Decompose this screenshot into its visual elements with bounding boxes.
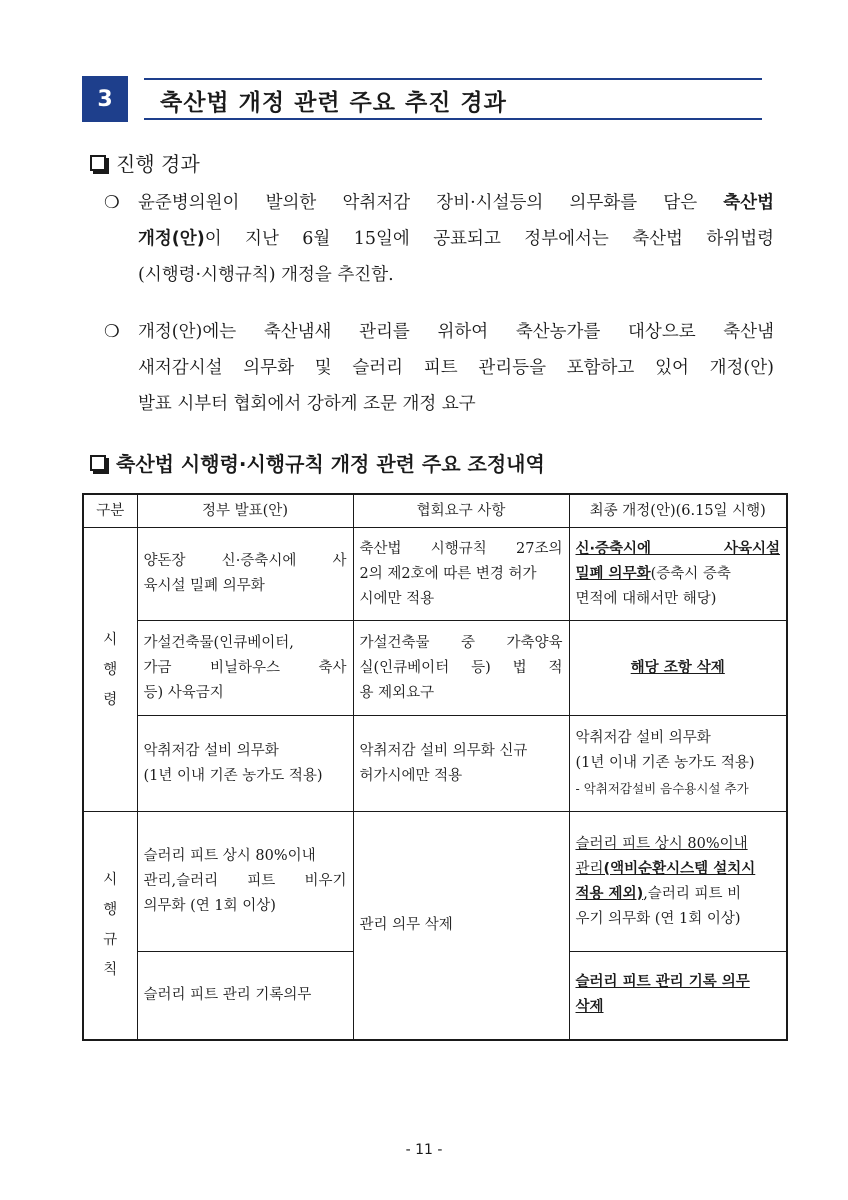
- header-association: 협회요구 사항: [353, 494, 569, 528]
- table-row: [83, 528, 787, 621]
- cell-line: (1년 이내 기존 농가도 적용): [575, 755, 755, 771]
- group1-char: 시: [103, 631, 118, 648]
- cell-req: [353, 716, 569, 812]
- cell-line: 2의 제2호에 따른 변경 허가: [359, 565, 537, 582]
- cell-final: [569, 716, 787, 812]
- cell-line: 양돈장 신·증축시에 사: [143, 553, 347, 569]
- table-row: [83, 621, 787, 716]
- bullet2-line1: 개정(안)에는 축산냄새 관리를 위하여 축산농가를 대상으로 축산냄: [138, 322, 774, 342]
- header-government: 정부 발표(안): [137, 494, 353, 528]
- cell-line-rest: ,슬러리 피트 비: [643, 885, 742, 902]
- cell-line: 가설건축물(인큐베이터,: [143, 634, 294, 651]
- cell-line: 악취저감 설비 의무화 신규: [359, 742, 528, 759]
- cell-final: [569, 621, 787, 716]
- checkbox-square-icon: [90, 155, 106, 171]
- section-header: [82, 76, 762, 122]
- group-label-enforcement-decree: [83, 528, 137, 812]
- cell-line: 삭제: [575, 999, 604, 1016]
- bullet2-line2: 새저감시설 의무화 및 슬러리 피트 관리등을 포함하고 있어 개정(안): [138, 358, 774, 378]
- cell-line: 슬러리 피트 관리 기록의무: [143, 986, 312, 1003]
- cell-line: - 악취저감설비 음수용시설 추가: [575, 781, 749, 796]
- group2-char: 시: [103, 872, 118, 889]
- bullet2-line3: 발표 시부터 협회에서 강하게 조문 개정 요구: [138, 394, 476, 414]
- bullet1-line2-bold: 개정(안): [138, 229, 205, 249]
- bullet-item-2: [104, 314, 774, 422]
- cell-line: 면적에 대해서만 해당): [575, 590, 717, 607]
- cell-line: 용 제외요구: [359, 684, 435, 701]
- bullet1-line2-text: 이 지난 6월 15일에 공표되고 정부에서는 축산법 하위법령: [204, 229, 774, 249]
- header-category: 구분: [83, 494, 137, 528]
- cell-line: 슬러리 피트 상시 80%이내: [575, 835, 748, 852]
- page-number: - 11 -: [405, 1142, 443, 1158]
- cell-line: 등) 사육금지: [143, 684, 224, 701]
- cell-line: 허가시에만 적용: [359, 767, 463, 784]
- cell-line: 악취저감 설비 의무화: [143, 742, 279, 759]
- circle-bullet-icon: ❍: [104, 193, 120, 213]
- section-number-badge: 3: [82, 76, 128, 122]
- cell-line: 슬러리 피트 관리 기록 의무: [575, 974, 750, 991]
- cell-line: 시에만 적용: [359, 590, 435, 607]
- table-header-row: [83, 494, 787, 528]
- cell-line-underlined: 관리: [575, 860, 604, 877]
- cell-line: 해당 조항 삭제: [630, 659, 725, 676]
- table-row: [83, 716, 787, 812]
- cell-req: [353, 528, 569, 621]
- cell-line: 우기 의무화 (연 1회 이상): [575, 910, 741, 927]
- cell-line: 축산법 시행규칙 27조의: [359, 540, 563, 557]
- cell-final: [569, 952, 787, 1040]
- cell-req: [353, 812, 569, 1040]
- cell-line: 가설건축물 중 가축양육: [359, 634, 563, 651]
- cell-line: 의무화 (연 1회 이상): [143, 898, 276, 914]
- cell-gov: [137, 952, 353, 1040]
- cell-line: 슬러리 피트 상시 80%이내: [143, 848, 316, 864]
- cell-line-rest: (증축시 증축: [650, 565, 731, 582]
- cell-line: 관리,슬러리 피트 비우기: [143, 873, 347, 889]
- cell-gov: [137, 716, 353, 812]
- cell-line: 가금 비닐하우스 축사: [143, 659, 347, 676]
- cell-gov: [137, 812, 353, 952]
- subheading-progress: [90, 148, 200, 177]
- subheading-adjustments: [90, 448, 545, 477]
- cell-final: [569, 812, 787, 952]
- bullet1-line1-text: 윤준병의원이 발의한 악취저감 장비·시설등의 의무화를 담은: [138, 193, 724, 213]
- group2-char: 행: [103, 902, 118, 919]
- table-row: [83, 812, 787, 952]
- bullet1-line1: [138, 185, 774, 221]
- cell-line: 육시설 밀폐 의무화: [143, 578, 265, 594]
- cell-gov: [137, 621, 353, 716]
- cell-line: (1년 이내 기존 농가도 적용): [143, 767, 323, 784]
- subheading-adjustments-label: 축산법 시행령·시행규칙 개정 관련 주요 조정내역: [116, 452, 545, 476]
- bullet-item-1: [104, 185, 774, 293]
- bullet1-line1-bold: 축산법: [723, 193, 774, 213]
- section-title: 축산법 개정 관련 주요 추진 경과: [160, 90, 507, 116]
- group2-char: 칙: [103, 962, 118, 979]
- header-rule-bottom: [144, 118, 762, 120]
- subheading-progress-label: 진행 경과: [116, 152, 200, 176]
- cell-line: 관리 의무 삭제: [359, 916, 453, 933]
- checkbox-square-icon: [90, 455, 106, 471]
- circle-bullet-icon: ❍: [104, 322, 120, 342]
- group1-char: 행: [103, 661, 118, 678]
- bullet1-line3: (시행령·시행규칙) 개정을 추진함.: [138, 265, 394, 285]
- cell-line: 악취저감 설비 의무화: [575, 730, 711, 746]
- group1-char: 령: [103, 691, 118, 708]
- bullet1-line2: [138, 221, 774, 257]
- group-label-enforcement-rule: [83, 812, 137, 1040]
- cell-line-bold: (액비순환시스템 설치시: [603, 860, 756, 877]
- header-rule-top: [144, 78, 762, 80]
- adjustment-table: [82, 493, 788, 1041]
- cell-line: 실(인큐베이터 등) 법 적: [359, 659, 563, 676]
- cell-line-bold: 적용 제외): [575, 885, 644, 902]
- cell-final: [569, 528, 787, 621]
- header-final: 최종 개정(안)(6.15일 시행): [569, 494, 787, 528]
- cell-line-underlined: 밀폐 의무화: [575, 565, 651, 582]
- cell-line: 신·증축시에 사육시설: [575, 540, 780, 557]
- cell-gov: [137, 528, 353, 621]
- group2-char: 규: [103, 932, 118, 949]
- cell-req: [353, 621, 569, 716]
